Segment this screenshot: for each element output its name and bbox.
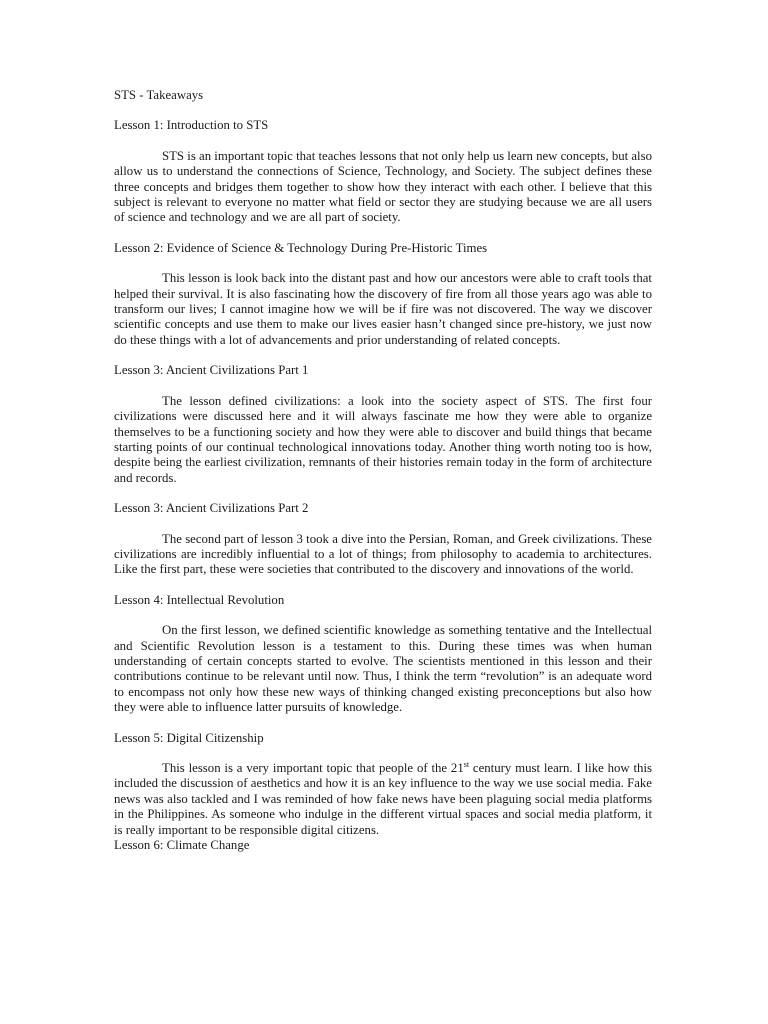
document-page bbox=[114, 88, 652, 868]
lesson-5-heading: Lesson 5: Digital Citizenship bbox=[114, 730, 264, 745]
lesson-5-body-end: century must learn. I like how this included the discussion of aesthetics and how it is an key influence to the way we use social media. Fake news was also tackled and I was reminded of how fake news have been plaguing social media platforms in the Philippines. As someone who indulge in the different virtual spaces and social media platform, it is really important to be responsible digital citizens. bbox=[114, 761, 652, 837]
lesson-4-body: On the first lesson, we defined scientific knowledge as something tentative and the Intellectual and Scientific Revolution lesson is a testament to this. During these times was when human understanding of certain concepts started to evolve. The scientists mentioned in this lesson and their contributions continue to be relevant until now. Thus, I think the term “revolution” is an adequate word to encompass not only how these new ways of thinking changed existing preconceptions but also how they were able to influence latter pursuits of knowledge. bbox=[114, 623, 652, 715]
lesson-2-body: This lesson is look back into the distant past and how our ancestors were able to craft tools that helped their survival. It is also fascinating how the discovery of fire from all those years ago was able to transform our lives; I cannot imagine how we will be if fire was not discovered. The way we discover scientific concepts and use them to make our lives easier hasn’t changed since pre-history, we just now do these things with a lot of advancements and prior understanding of related concepts. bbox=[114, 271, 652, 347]
lesson-5-body bbox=[114, 761, 652, 838]
document-title: STS - Takeaways bbox=[114, 88, 204, 102]
lesson-2-heading: Lesson 2: Evidence of Science & Technology During Pre-Historic Times bbox=[114, 240, 488, 255]
lesson-4-heading: Lesson 4: Intellectual Revolution bbox=[114, 592, 285, 607]
lesson-6-heading: Lesson 6: Climate Change bbox=[114, 838, 250, 853]
ordinal-suffix: st bbox=[463, 760, 470, 769]
lesson-1-body: STS is an important topic that teaches lessons that not only help us learn new concepts, but also allow us to understand the connections of Science, Technology, and Society. The subject defines these three concepts and bridges them together to show how they interact with each other. I believe that this subject is relevant to everyone no matter what field or sector they are studying because we are all users of science and technology and we are all part of society. bbox=[114, 148, 652, 225]
lesson-3-part-2-body: The second part of lesson 3 took a dive into the Persian, Roman, and Greek civilizations. These civilizations are incredibly influential to a lot of things; from philosophy to academia to architectures. Like the first part, these were societies that contributed to the discovery and innovations of the world. bbox=[114, 531, 652, 577]
lesson-5-body-start: This lesson is a very important topic that people of the 21 bbox=[162, 761, 464, 775]
lesson-3-part-1-body: The lesson defined civilizations: a look into the society aspect of STS. The first four civilizations were discussed here and it will always fascinate me how they were able to organize themselves to be a functioning society and how they were able to discover and build things that became starting points of our continual technological innovations today. Another thing worth noting too is how, despite being the earliest civilization, remnants of their histories remain today in the form of architecture and records. bbox=[114, 393, 652, 485]
lesson-3-part-2-heading: Lesson 3: Ancient Civilizations Part 2 bbox=[114, 501, 309, 516]
lesson-1-heading: Lesson 1: Introduction to STS bbox=[114, 118, 269, 133]
lesson-3-part-1-heading: Lesson 3: Ancient Civilizations Part 1 bbox=[114, 363, 309, 378]
